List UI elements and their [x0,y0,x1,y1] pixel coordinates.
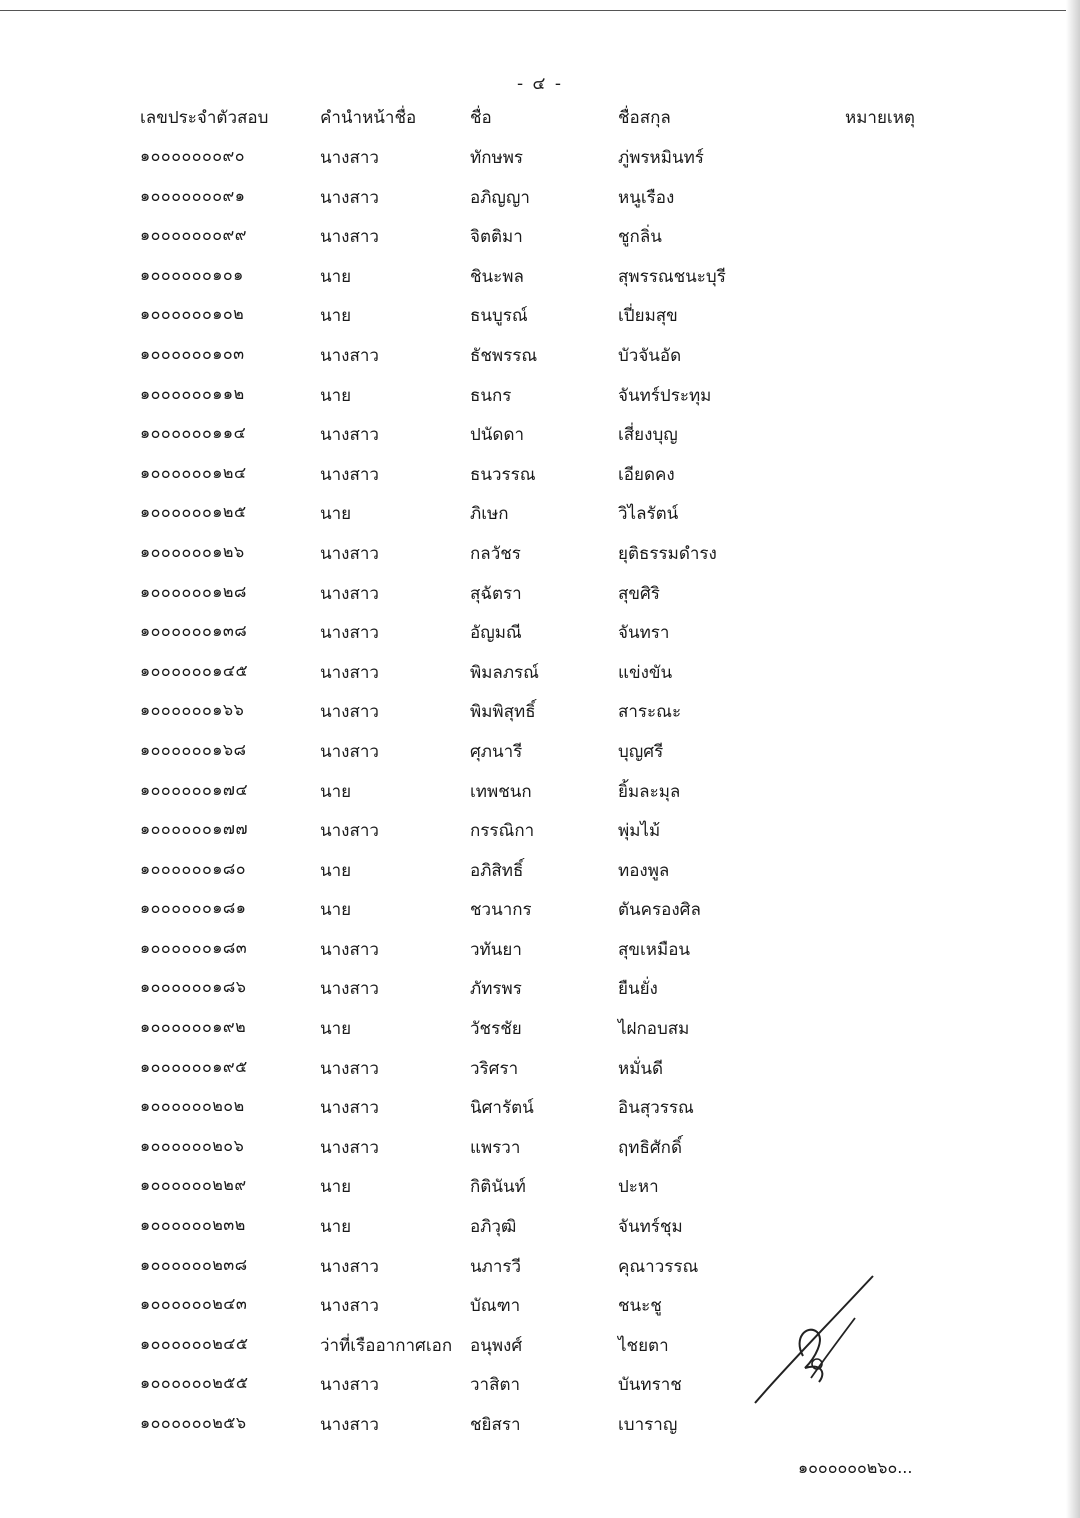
cell-name: พิมพิสุทธิ์ [470,702,536,723]
cell-title: นางสาว [320,1137,379,1158]
table-row [0,1213,1080,1253]
cell-surname: จันทร์ชุม [618,1217,683,1238]
table-row [0,1253,1080,1293]
cell-name: ธัชพรรณ [470,345,538,366]
header-surname: ชื่อสกุล [618,108,671,128]
cell-id: ๑๐๐๐๐๐๐๑๒๘ [140,581,247,601]
cell-id: ๑๐๐๐๐๐๐๒๕๖ [140,1413,247,1432]
cell-name: บัณฑา [470,1296,521,1317]
cell-id: ๑๐๐๐๐๐๐๑๘๖ [140,977,247,997]
table-row [0,223,1080,263]
cell-surname: วิไลรัตน์ [618,504,679,525]
table-row [0,975,1080,1015]
table-row [0,1332,1080,1372]
table-row [0,659,1080,699]
table-row [0,738,1080,778]
cell-title: นางสาว [320,623,379,644]
cell-name: สุฉัตรา [470,583,522,604]
cell-title: นางสาว [320,148,379,168]
header-id: เลขประจำตัวสอบ [140,108,269,128]
cell-id: ๑๐๐๐๐๐๐๐๙๑ [140,185,246,205]
cell-id: ๑๐๐๐๐๐๐๐๙๙ [140,225,247,245]
cell-surname: ไชยตา [618,1335,669,1356]
table-row [0,144,1080,184]
cell-name: ธนกร [470,385,512,406]
cell-title: นางสาว [320,702,379,723]
header-title: คำนำหน้าชื่อ [320,108,417,128]
cell-name: อัญมณี [470,623,522,644]
cell-name: นภารวี [470,1256,522,1277]
cell-surname: ชูกลิ่น [618,227,662,248]
cell-surname: ไฝกอบสม [618,1019,690,1040]
table-row [0,1411,1080,1451]
cell-id: ๑๐๐๐๐๐๐๑๒๖ [140,541,245,561]
cell-title: นางสาว [320,345,379,366]
cell-title: นาย [320,306,352,327]
cell-name: ทักษพร [470,148,524,168]
cell-name: แพรวา [470,1137,521,1158]
cell-surname: ปะหา [618,1177,659,1198]
cell-surname: เปี่ยมสุข [618,306,678,327]
cell-name: ชินะพล [470,266,524,287]
cell-id: ๑๐๐๐๐๐๐๒๒๙ [140,1175,247,1195]
cell-name: ปนัดดา [470,425,525,446]
cell-name: นิศารัตน์ [470,1098,534,1119]
table-row [0,1371,1080,1411]
cell-name: ธนวรรณ [470,464,536,485]
cell-surname: บุญศรี [618,741,664,762]
cell-surname: สุขศิริ [618,583,660,604]
table-row [0,896,1080,936]
table-row [0,698,1080,738]
cell-title: นางสาว [320,1415,379,1435]
table-row [0,500,1080,540]
cell-surname: สุพรรณชนะบุรี [618,266,726,287]
page-number: - ๔ - [517,74,563,94]
cell-name: เทพชนก [470,781,532,802]
cell-id: ๑๐๐๐๐๐๐๐๙๐ [140,146,245,165]
cell-title: นางสาว [320,464,379,485]
cell-title: นาย [320,900,352,921]
cell-surname: พุ่มไม้ [618,821,661,842]
cell-surname: สุขเหมือน [618,939,691,960]
cell-name: กลวัชร [470,543,521,564]
cell-title: นาย [320,1019,352,1040]
table-row [0,1134,1080,1174]
cell-surname: ชนะชู [618,1296,662,1317]
top-rule [0,10,1066,11]
cell-id: ๑๐๐๐๐๐๐๑๖๖ [140,700,245,720]
cell-name: ชยิสรา [470,1415,521,1435]
cell-id: ๑๐๐๐๐๐๐๑๗๗ [140,819,248,839]
cell-name: พิมลภรณ์ [470,662,539,683]
table-row [0,302,1080,342]
cell-title: นางสาว [320,583,379,604]
cell-name: อนุพงศ์ [470,1335,523,1356]
cell-title: นางสาว [320,1098,379,1119]
cell-name: วัชรชัย [470,1019,522,1040]
cell-name: ศุภนารี [470,741,523,762]
cell-name: ภัทรพร [470,979,522,1000]
table-row [0,1292,1080,1332]
cell-surname: ยืนยั่ง [618,979,658,1000]
cell-id: ๑๐๐๐๐๐๐๑๘๐ [140,858,247,878]
cell-id: ๑๐๐๐๐๐๐๒๔๕ [140,1333,249,1353]
cell-name: ภิเษก [470,504,509,525]
cell-title: นางสาว [320,1256,379,1277]
cell-surname: แข่งขัน [618,662,673,683]
table-row [0,461,1080,501]
table-row [0,1094,1080,1134]
signature-mark [745,1268,895,1408]
cell-id: ๑๐๐๐๐๐๐๒๔๓ [140,1294,248,1314]
cell-id: ๑๐๐๐๐๐๐๑๘๑ [140,898,247,918]
cell-id: ๑๐๐๐๐๐๐๑๓๘ [140,621,248,641]
cell-title: นางสาว [320,1296,379,1317]
cell-id: ๑๐๐๐๐๐๐๑๐๓ [140,343,245,363]
cell-id: ๑๐๐๐๐๐๐๑๒๕ [140,502,247,522]
cell-title: นางสาว [320,227,379,248]
cell-surname: ภู่พรหมินทร์ [618,148,704,168]
table-row [0,580,1080,620]
cell-surname: จันทร์ประทุม [618,385,712,406]
cell-name: อภิญญา [470,187,530,208]
cell-surname: บัวจันอัด [618,345,682,366]
cell-surname: หนูเรือง [618,187,675,208]
table-row [0,1173,1080,1213]
cell-title: นางสาว [320,425,379,446]
cell-name: วริศรา [470,1058,519,1079]
cell-id: ๑๐๐๐๐๐๐๒๕๕ [140,1373,249,1393]
cell-surname: เอียดคง [618,464,675,485]
table-row [0,778,1080,818]
cell-title: นางสาว [320,979,379,1000]
cell-name: กิตินันท์ [470,1177,526,1198]
cell-title: นาย [320,860,352,881]
continuation-marker: ๑๐๐๐๐๐๐๒๖๐... [798,1458,913,1477]
header-name: ชื่อ [470,108,492,128]
cell-id: ๑๐๐๐๐๐๐๑๒๔ [140,462,247,482]
table-row [0,936,1080,976]
cell-surname: สาระณะ [618,702,682,723]
cell-title: นาย [320,781,352,802]
cell-name: จิตติมา [470,227,523,248]
cell-id: ๑๐๐๐๐๐๐๒๐๖ [140,1135,245,1155]
cell-title: นางสาว [320,1375,379,1396]
cell-surname: ยิ้มละมุล [618,781,681,802]
table-row [0,817,1080,857]
cell-name: ชวนากร [470,900,532,921]
cell-surname: ทองพูล [618,860,670,881]
cell-title: นางสาว [320,662,379,683]
cell-id: ๑๐๐๐๐๐๐๑๘๓ [140,937,248,957]
cell-id: ๑๐๐๐๐๐๐๒๓๒ [140,1215,246,1235]
table-row [0,342,1080,382]
cell-id: ๑๐๐๐๐๐๐๑๐๑ [140,264,244,284]
table-row [0,540,1080,580]
cell-surname: จันทรา [618,623,670,644]
cell-surname: เสี่ยงบุญ [618,425,678,446]
cell-title: นางสาว [320,821,379,842]
cell-id: ๑๐๐๐๐๐๐๒๐๒ [140,1096,245,1116]
header-note: หมายเหตุ [845,108,915,128]
cell-surname: คุณาวรรณ [618,1256,699,1277]
cell-id: ๑๐๐๐๐๐๐๑๔๕ [140,660,249,680]
cell-title: นางสาว [320,187,379,208]
candidate-list [0,144,1080,1451]
cell-name: อภิสิทธิ์ [470,860,524,881]
cell-surname: หมั่นดี [618,1058,664,1079]
cell-name: วทันยา [470,939,522,960]
cell-title: นาย [320,1177,352,1198]
table-row [0,263,1080,303]
cell-name: ธนบูรณ์ [470,306,528,327]
table-row [0,1055,1080,1095]
table-row [0,857,1080,897]
cell-id: ๑๐๐๐๐๐๐๑๐๒ [140,304,245,324]
cell-surname: ตันครองศิล [618,900,701,921]
cell-title: นางสาว [320,1058,379,1079]
table-row [0,184,1080,224]
table-row [0,382,1080,422]
cell-name: กรรณิกา [470,821,535,842]
table-row [0,421,1080,461]
cell-id: ๑๐๐๐๐๐๐๑๙๒ [140,1017,247,1037]
cell-id: ๑๐๐๐๐๐๐๒๓๘ [140,1254,248,1274]
cell-id: ๑๐๐๐๐๐๐๑๙๕ [140,1056,248,1076]
cell-title: ว่าที่เรืออากาศเอก [320,1335,453,1356]
cell-title: นาย [320,504,352,525]
cell-surname: อินสุวรรณ [618,1098,694,1119]
cell-title: นาย [320,385,352,406]
cell-surname: เบาราญ [618,1415,678,1435]
cell-name: อภิวุฒิ [470,1217,517,1238]
cell-title: นางสาว [320,741,379,762]
cell-id: ๑๐๐๐๐๐๐๑๑๔ [140,423,247,443]
cell-surname: ยุติธรรมดำรง [618,543,717,564]
cell-name: วาสิตา [470,1375,521,1396]
cell-id: ๑๐๐๐๐๐๐๑๗๔ [140,779,249,799]
cell-surname: บันทราช [618,1375,682,1396]
cell-title: นาย [320,1217,352,1238]
table-header [0,104,1080,132]
cell-surname: ฤทธิศักดิ์ [618,1137,682,1158]
cell-id: ๑๐๐๐๐๐๐๑๖๘ [140,739,247,759]
cell-title: นาย [320,266,352,287]
cell-title: นางสาว [320,543,379,564]
table-row [0,1015,1080,1055]
table-row [0,619,1080,659]
cell-title: นางสาว [320,939,379,960]
cell-id: ๑๐๐๐๐๐๐๑๑๒ [140,383,245,403]
